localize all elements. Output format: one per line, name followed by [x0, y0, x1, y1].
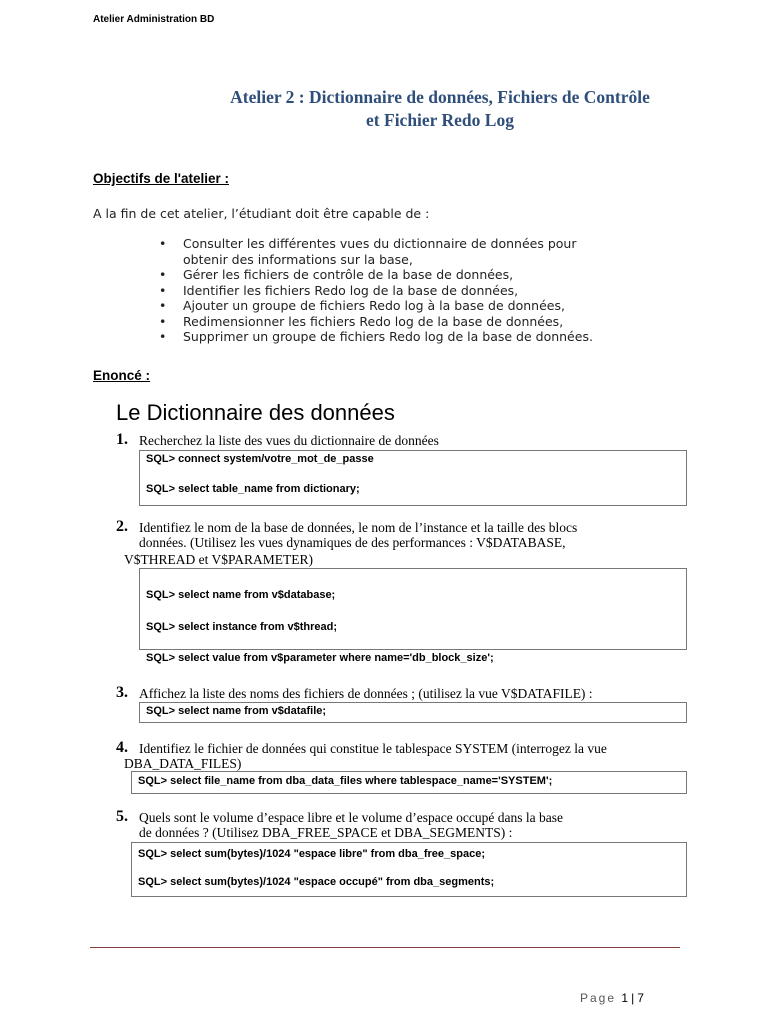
sql-line: SQL> select name from v$database; — [146, 589, 336, 601]
enonce-heading: Enoncé : — [93, 368, 151, 383]
page-number — [580, 991, 644, 1005]
sql-line: SQL> select sum(bytes)/1024 "espace occupé" from dba_segments; — [138, 876, 495, 888]
objectives-heading: Objectifs de l'atelier : — [93, 171, 230, 186]
question-line: Quels sont le volume d’espace libre et le volume d’espace occupé dans la base — [139, 810, 563, 825]
sql-line: SQL> select sum(bytes)/1024 "espace libre" from dba_free_space; — [138, 848, 486, 860]
section-title: Le Dictionnaire des données — [116, 400, 395, 425]
question-line: Identifiez le fichier de données qui constitue le tablespace SYSTEM (interrogez la vue — [139, 741, 607, 756]
list-item-continuation: obtenir des informations sur la base, — [183, 251, 413, 267]
intro-text: A la fin de cet atelier, l’étudiant doit être capable de : — [93, 206, 430, 221]
sql-line: SQL> select table_name from dictionary; — [146, 483, 360, 495]
total-pages: 7 — [637, 991, 644, 1005]
question-number: 1. — [116, 431, 128, 448]
list-item: • Gérer les fichiers de contrôle de la base de données, — [157, 267, 667, 283]
sql-box — [139, 568, 687, 650]
question-number: 5. — [116, 808, 128, 825]
question-line: de données ? (Utilisez DBA_FREE_SPACE et DBA_SEGMENTS) : — [139, 825, 513, 840]
list-item: • Redimensionner les fichiers Redo log de la base de données, — [157, 314, 667, 330]
question-number: 2. — [116, 518, 128, 535]
question-line: DBA_DATA_FILES) — [124, 756, 242, 771]
sql-line: SQL> select instance from v$thread; — [146, 621, 338, 633]
title-line-1: Atelier 2 : Dictionnaire de données, Fichiers de Contrôle — [230, 87, 650, 107]
question-text — [139, 433, 439, 448]
current-page: 1 — [621, 991, 629, 1005]
question-text — [139, 741, 607, 756]
question-text — [139, 810, 563, 840]
question-text — [139, 520, 577, 550]
page-separator: | — [631, 991, 635, 1005]
list-item: • Identifier les fichiers Redo log de la base de données, — [157, 283, 667, 299]
question-line: Affichez la liste des noms des fichiers de données ; (utilisez la vue V$DATAFILE) : — [139, 686, 593, 701]
title-line-2: et Fichier Redo Log — [366, 110, 514, 130]
question-line: V$THREAD et V$PARAMETER) — [124, 552, 314, 567]
page-label: Page — [580, 991, 617, 1005]
sql-line: SQL> select value from v$parameter where name='db_block_size'; — [146, 652, 494, 664]
sql-line: SQL> connect system/votre_mot_de_passe — [146, 453, 374, 465]
list-item: • Consulter les différentes vues du dictionnaire de données pour — [157, 236, 667, 252]
footer-divider — [90, 947, 680, 948]
running-header: Atelier Administration BD — [93, 14, 215, 25]
sql-line: SQL> select file_name from dba_data_files where tablespace_name='SYSTEM'; — [138, 775, 553, 787]
sql-line: SQL> select name from v$datafile; — [146, 705, 327, 717]
question-line: Recherchez la liste des vues du dictionnaire de données — [139, 433, 439, 448]
list-item: • Supprimer un groupe de fichiers Redo log de la base de données. — [157, 329, 667, 345]
document-title — [150, 86, 730, 132]
list-item: • Ajouter un groupe de fichiers Redo log à la base de données, — [157, 298, 667, 314]
question-number: 3. — [116, 684, 128, 701]
question-text — [139, 686, 593, 701]
objectives-list — [157, 236, 667, 345]
question-line: Identifiez le nom de la base de données, le nom de l’instance et la taille des blocs — [139, 520, 578, 535]
question-number: 4. — [116, 739, 128, 756]
question-line: données. (Utilisez les vues dynamiques de des performances : V$DATABASE, — [139, 535, 566, 550]
